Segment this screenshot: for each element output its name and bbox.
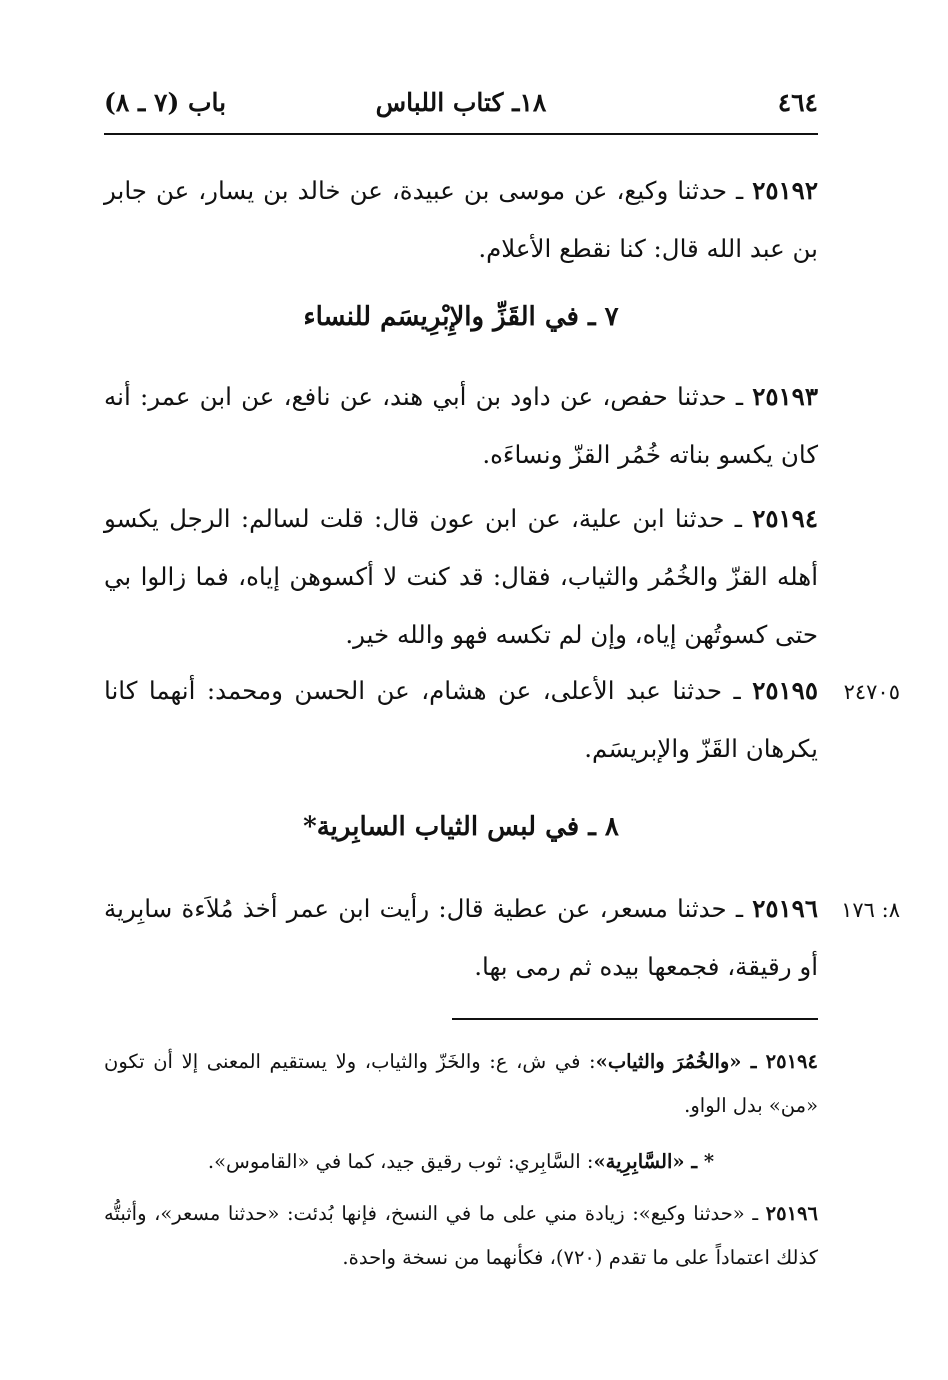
hadith-text: ـ حدثنا حفص، عن داود بن أبي هند، عن نافع، عن ابن عمر: أنه كان يكسو بناته خُمُر القزّ ونساءَه.: [104, 382, 818, 469]
book-title: ١٨ـ كتاب اللباس: [375, 88, 547, 117]
hadith-text: ـ حدثنا عبد الأعلى، عن هشام، عن الحسن ومحمد: أنهما كانا يكرهان القَزّ والإبريسَم.: [104, 676, 818, 763]
footnote-ref: ٢٥١٩٦: [765, 1202, 818, 1225]
footnote-text: : في ش، ع: والخَزّ والثياب، ولا يستقيم المعنى إلا أن تكون «من» بدل الواو.: [104, 1050, 818, 1117]
hadith-number: ٢٥١٩٤: [752, 504, 818, 533]
margin-reference: ٨: ١٧٦: [841, 898, 900, 922]
hadith-text: ـ حدثنا ابن علية، عن ابن عون قال: قلت لسالم: الرجل يكسو أهله القزّ والخُمُر والثياب، فقال: قد كنت لا أكسوهن إياه، فما زالوا بي حتى كسوتُهن إياه، وإن لم تكسه فهو والله خير.: [104, 504, 818, 649]
hadith-number: ٢٥١٩٢: [752, 176, 818, 205]
footnote-25196: [104, 1192, 818, 1280]
running-header: [104, 88, 818, 128]
footnote-25194: [104, 1040, 818, 1128]
hadith-number: ٢٥١٩٣: [752, 382, 818, 411]
chapter-range: باب (٧ ـ ٨): [104, 88, 227, 117]
hadith-text: ـ حدثنا مسعر، عن عطية قال: رأيت ابن عمر أخذ مُلاَءة سابِرية أو رقيقة، فجمعها بيده ثم رمى بها.: [104, 894, 818, 981]
hadith-25192: [104, 162, 818, 278]
hadith-25193: [104, 368, 818, 484]
footnote-ref: * ـ «السَّابِرِية»: [593, 1150, 715, 1173]
hadith-25196: [104, 880, 818, 996]
footnote-divider: [452, 1018, 818, 1020]
hadith-text: ـ حدثنا وكيع، عن موسى بن عبيدة، عن خالد بن يسار، عن جابر بن عبد الله قال: كنا نقطع الأعلام.: [104, 176, 818, 263]
hadith-number: ٢٥١٩٦: [752, 894, 818, 923]
footnote-ref: ٢٥١٩٤ ـ «والخُمُرَ والثياب»: [595, 1050, 818, 1073]
hadith-25195: [104, 662, 818, 778]
margin-reference: ٢٤٧٠٥: [843, 680, 900, 704]
footnote-text: ـ «حدثنا وكيع»: زيادة مني على ما في النسخ، فإنها بُدئت: «حدثنا مسعر»، وأثبتُّه كذلك اعتماداً على ما تقدم (٧٢٠)، فكأنهما من نسخة واحدة.: [104, 1202, 818, 1269]
section-heading-8: ٨ ـ في لبس الثياب السابِرية*: [303, 812, 619, 842]
footnote-sabiriya: [104, 1140, 818, 1184]
page-number: ٤٦٤: [777, 88, 818, 117]
section-heading-7: ٧ ـ في القَزِّ والإِبْرِيسَم للنساء: [303, 302, 619, 332]
hadith-25194: [104, 490, 818, 664]
header-divider: [104, 133, 818, 135]
hadith-number: ٢٥١٩٥: [752, 676, 818, 705]
footnote-text: : السَّابِري: ثوب رقيق جيد، كما في «القاموس».: [207, 1150, 594, 1173]
